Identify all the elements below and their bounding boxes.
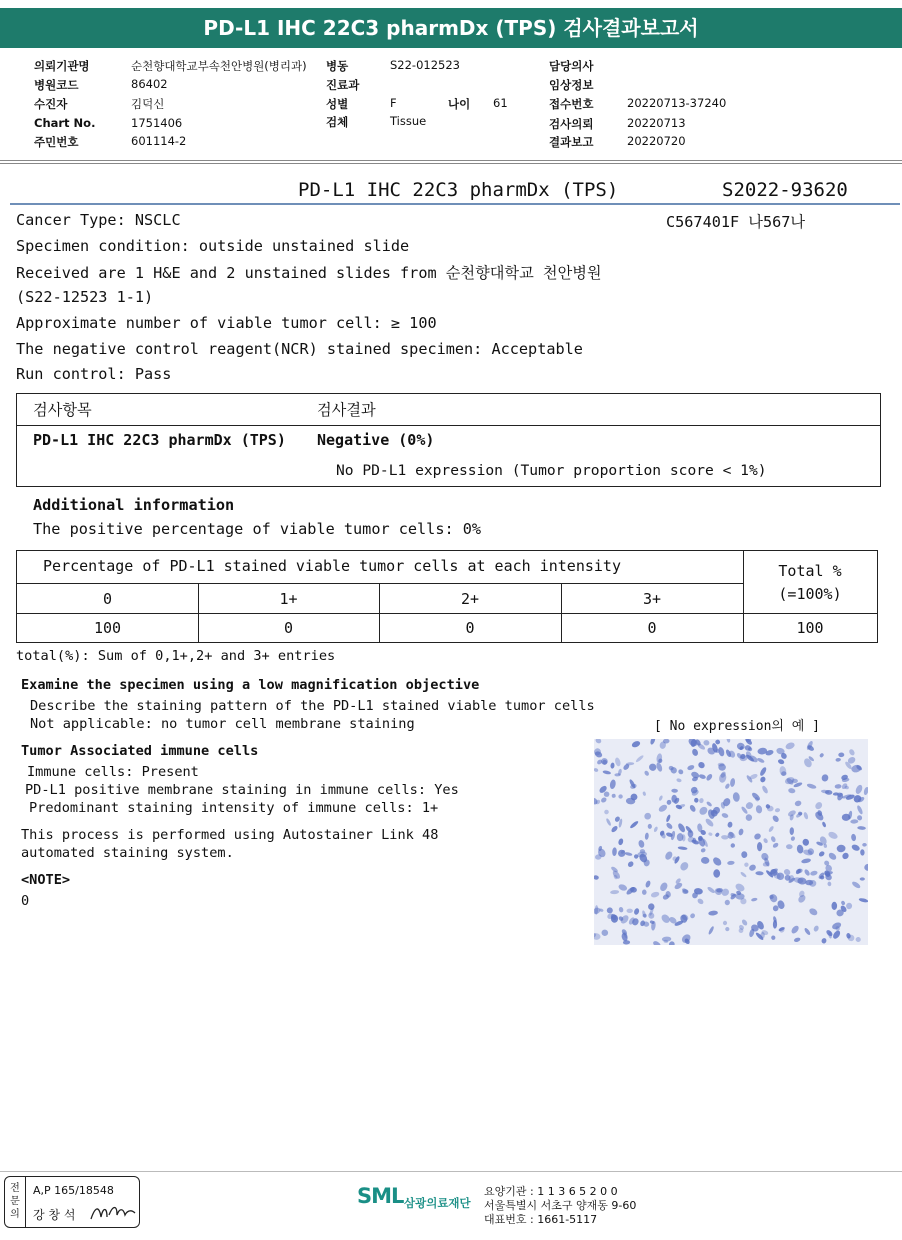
received-line: Received are 1 H&E and 2 unstained slides from 순천향대학교 천안병원 <box>16 264 602 282</box>
intensity-col-3plus: 3+ <box>642 590 662 608</box>
intensity-col-0: 0 <box>102 590 113 608</box>
examine-title: Examine the specimen using a low magnification objective <box>21 677 480 693</box>
request-value: 20220713 <box>627 116 686 130</box>
header-divider-2 <box>0 163 902 164</box>
request-label: 검사의뢰 <box>549 117 594 131</box>
institution-value: 순천향대학교부속천안병원(병리과) <box>131 59 307 73</box>
chart-label: Chart No. <box>34 116 96 130</box>
id-label: 주민번호 <box>34 135 79 149</box>
signature-mark <box>89 1201 137 1223</box>
age-value: 61 <box>493 96 508 110</box>
ap-number: A,P 165/18548 <box>33 1184 114 1197</box>
additional-title: Additional information <box>33 496 235 514</box>
code-right: C567401F 나567나 <box>666 213 806 231</box>
age-label: 나이 <box>448 97 471 111</box>
hospital-code-label: 병원코드 <box>34 78 79 92</box>
intensity-value-2plus: 0 <box>465 619 475 637</box>
header-divider-1 <box>0 160 902 161</box>
signature-box <box>4 1176 140 1228</box>
chart-value: 1751406 <box>131 116 183 130</box>
result-col2-header: 검사결과 <box>317 401 376 419</box>
report-banner-title: PD-L1 IHC 22C3 pharmDx (TPS) 검사결과보고서 <box>0 8 902 48</box>
immune-line-3: Predominant staining intensity of immune cells: 1+ <box>29 800 439 816</box>
additional-text: The positive percentage of viable tumor cells: 0% <box>33 520 482 538</box>
footer-divider <box>0 1171 902 1172</box>
intensity-total-header-1: Total % <box>778 562 842 580</box>
hospital-code-value: 86402 <box>131 77 168 91</box>
intensity-col-2plus: 2+ <box>460 590 480 608</box>
received-line-2: (S22-12523 1-1) <box>16 288 154 306</box>
viable-count: Approximate number of viable tumor cell: ≥ 100 <box>16 314 437 332</box>
examine-line-2: Not applicable: no tumor cell membrane staining <box>30 716 415 732</box>
intensity-total-header-2: (=100%) <box>778 585 842 603</box>
result-table <box>16 393 881 487</box>
immune-title: Tumor Associated immune cells <box>21 743 259 759</box>
specimen-value: Tissue <box>390 114 427 128</box>
immune-line-1: Immune cells: Present <box>27 764 199 780</box>
ward-label: 병동 <box>326 59 349 73</box>
stained-nucleus <box>627 909 633 913</box>
clinical-label: 임상정보 <box>549 78 594 92</box>
case-number: S2022-93620 <box>722 179 848 201</box>
sex-label: 성별 <box>326 97 349 111</box>
patient-value: 김덕신 <box>131 97 165 111</box>
phone: 대표번호 : 1661-5117 <box>484 1213 598 1226</box>
specimen-label: 검체 <box>326 115 349 129</box>
process-line-2: automated staining system. <box>21 845 234 861</box>
signature-box-divider <box>25 1177 26 1227</box>
sex-value: F <box>390 96 397 110</box>
intensity-row-divider-2 <box>17 613 877 614</box>
negative-control: The negative control reagent(NCR) stained specimen: Acceptable <box>16 340 583 358</box>
total-note: total(%): Sum of 0,1+,2+ and 3+ entries <box>16 648 336 664</box>
doctor-label: 담당의사 <box>549 59 594 73</box>
test-title: PD-L1 IHC 22C3 pharmDx (TPS) <box>298 179 619 201</box>
dept-label: 진료과 <box>326 78 360 92</box>
accession-label: 접수번호 <box>549 97 594 111</box>
examine-line-1: Describe the staining pattern of the PD-L1 stained viable tumor cells <box>30 698 595 714</box>
agency-code: 요양기관 : 1 1 3 6 5 2 0 0 <box>484 1185 618 1198</box>
accession-value: 20220713-37240 <box>627 96 727 110</box>
cancer-type: Cancer Type: NSCLC <box>16 211 181 229</box>
intensity-header: Percentage of PD-L1 stained viable tumor cells at each intensity <box>43 557 621 575</box>
run-control: Run control: Pass <box>16 365 172 383</box>
result-col1-header: 검사항목 <box>33 401 92 419</box>
intensity-value-3plus: 0 <box>647 619 657 637</box>
stain-example-svg <box>594 739 868 945</box>
process-line-1: This process is performed using Autostainer Link 48 <box>21 827 439 843</box>
address: 서울특별시 서초구 양재동 9-60 <box>484 1199 637 1212</box>
result-value: Negative (0%) <box>317 431 435 449</box>
institution-label: 의뢰기관명 <box>34 59 90 73</box>
id-value: 601114-2 <box>131 134 187 148</box>
specimen-condition: Specimen condition: outside unstained slide <box>16 237 410 255</box>
stained-nucleus <box>832 902 838 910</box>
ward-value: S22-012523 <box>390 58 460 72</box>
note-value: 0 <box>21 893 30 909</box>
image-caption: [ No expression의 예 ] <box>654 719 820 734</box>
intensity-col-1plus: 1+ <box>279 590 298 608</box>
intensity-row-divider-1 <box>17 583 743 584</box>
intensity-table <box>16 550 878 643</box>
doctor-name: 강 창 석 <box>33 1208 76 1222</box>
immune-line-2: PD-L1 positive membrane staining in immune cells: Yes <box>25 782 459 798</box>
result-date-label: 결과보고 <box>549 135 594 149</box>
sml-logo-text: SML <box>357 1184 404 1208</box>
intensity-value-1plus: 0 <box>283 619 294 637</box>
stain-example-image <box>594 739 868 945</box>
note-label: <NOTE> <box>21 872 71 888</box>
title-underline <box>10 203 900 205</box>
patient-label: 수진자 <box>34 97 68 111</box>
result-item: PD-L1 IHC 22C3 pharmDx (TPS) <box>33 431 286 449</box>
intensity-value-0: 100 <box>93 619 122 637</box>
foundation-name: 삼광의료재단 <box>404 1196 471 1210</box>
stained-nucleus <box>757 842 762 851</box>
specialist-stamp-label: 전문의 <box>10 1183 20 1220</box>
result-date-value: 20220720 <box>627 134 686 148</box>
intensity-total-value: 100 <box>796 619 824 637</box>
result-table-divider <box>17 425 880 426</box>
result-detail: No PD-L1 expression (Tumor proportion score < 1%) <box>336 462 767 479</box>
